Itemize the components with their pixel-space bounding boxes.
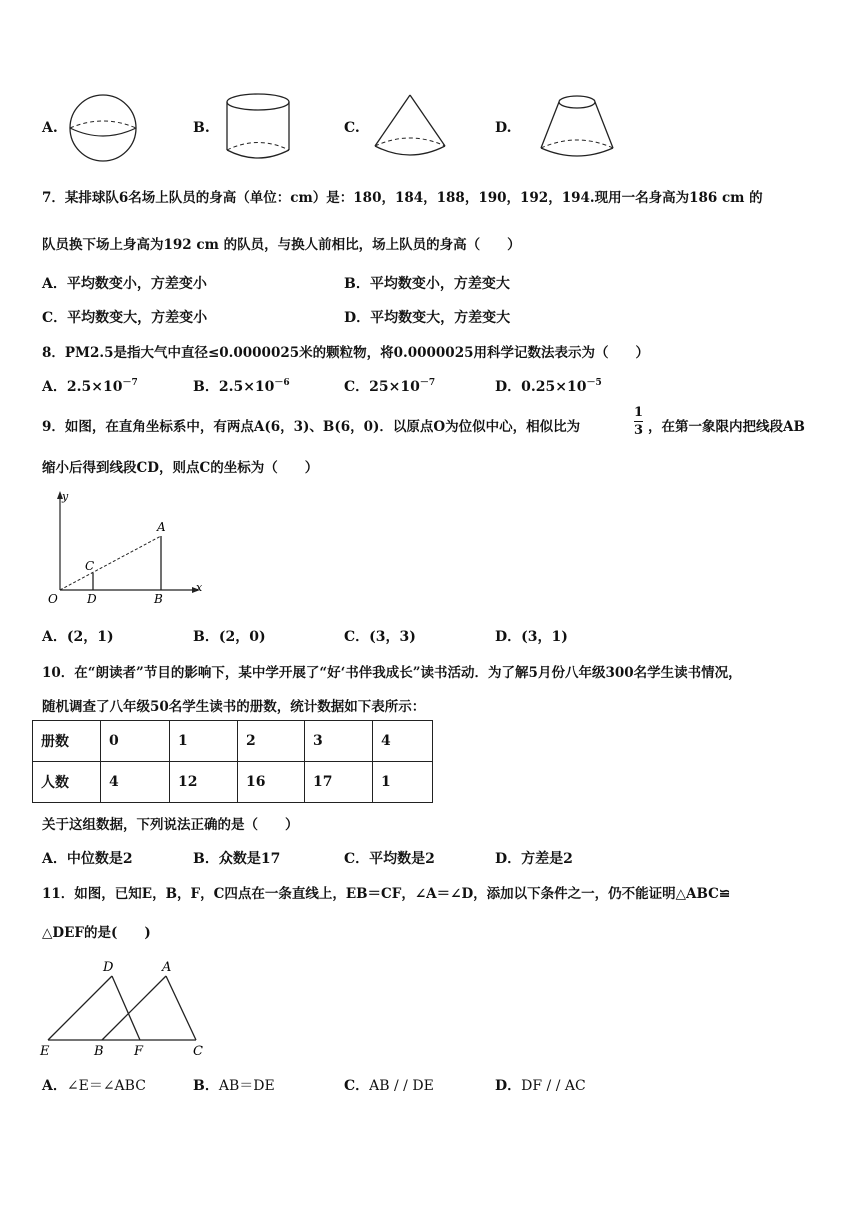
sphere-icon — [66, 94, 142, 164]
q11-option-b[interactable]: B．AB＝DE — [193, 1078, 275, 1094]
table-cell: 4 — [373, 721, 433, 762]
table-cell: 1 — [170, 721, 238, 762]
q9-option-c[interactable]: C．(3，3) — [344, 629, 416, 645]
point-c-label: C — [193, 1044, 203, 1059]
q8-option-b[interactable]: B．$2.5\times 10^{-6}$ — [193, 378, 290, 395]
q11-stem-line2: △DEF的是( ) — [42, 925, 151, 941]
q9-stem-line2: 缩小后得到线段CD，则点C的坐标为（ ） — [42, 460, 319, 476]
q8-stem: 8．PM2.5是指大气中直径≤0.0000025米的颗粒物，将0.0000025用科学记数法表示为（ ） — [42, 345, 649, 361]
q8-option-d[interactable]: D．$0.25\times 10^{-5}$ — [495, 378, 602, 395]
point-a-label: A — [162, 960, 172, 975]
q6-option-d-label[interactable]: D. — [495, 120, 512, 136]
point-d-label: D — [87, 592, 97, 606]
q10-follow-up: 关于这组数据，下列说法正确的是（ ） — [42, 817, 299, 833]
frustum-icon — [537, 92, 617, 164]
point-d-label: D — [103, 960, 114, 975]
q7-stem-line2: 队员换下场上身高为192 cm 的队员，与换人前相比，场上队员的身高（ ） — [42, 237, 521, 253]
q9-stem-line1a: 9．如图，在直角坐标系中，有两点A(6，3)、B(6，0)．以原点O为位似中心，相似比为 — [42, 419, 581, 435]
q6-option-a-label[interactable]: A. — [42, 120, 58, 136]
q10-option-b[interactable]: B．众数是17 — [193, 851, 281, 867]
table-cell: 册数 — [33, 721, 101, 762]
cylinder-icon — [222, 92, 294, 164]
q10-option-a[interactable]: A．中位数是2 — [42, 851, 133, 867]
q9-option-b[interactable]: B．(2，0) — [193, 629, 266, 645]
q10-option-c[interactable]: C．平均数是2 — [344, 851, 435, 867]
q6-option-c-label[interactable]: C. — [344, 120, 360, 136]
table-cell: 17 — [305, 762, 373, 803]
point-b-label: B — [94, 1044, 104, 1059]
q10-option-d[interactable]: D．方差是2 — [495, 851, 573, 867]
q9-option-d[interactable]: D．(3，1) — [495, 629, 568, 645]
y-label: y — [62, 490, 69, 503]
origin-label: O — [48, 592, 58, 606]
table-cell: 2 — [238, 721, 305, 762]
q11-stem-line1: 11．如图，已知E，B，F，C四点在一条直线上，EB＝CF，∠A＝∠D，添加以下条件之一，仍不能证明△ABC≌ — [42, 886, 731, 902]
table-row — [33, 762, 433, 803]
point-c-label: C — [85, 559, 95, 573]
table-row — [33, 721, 433, 762]
table-cell: 3 — [305, 721, 373, 762]
q9-fraction — [634, 405, 643, 438]
table-cell: 12 — [170, 762, 238, 803]
q9-fraction-denominator: 3 — [634, 423, 644, 438]
q9-coordinate-figure — [40, 486, 220, 610]
point-e-label: E — [40, 1044, 50, 1059]
point-a-label: A — [157, 520, 166, 534]
q7-option-a[interactable]: A．平均数变小，方差变小 — [42, 276, 207, 292]
q9-option-a[interactable]: A．(2，1) — [42, 629, 114, 645]
point-f-label: F — [134, 1044, 144, 1059]
q11-option-c[interactable]: C．AB / / DE — [344, 1078, 434, 1094]
q7-stem-line1: 7．某排球队6名场上队员的身高（单位：cm）是：180，184，188，190，192，194.现用一名身高为186 cm 的 — [42, 190, 763, 206]
table-cell: 1 — [373, 762, 433, 803]
cone-icon — [370, 92, 450, 164]
q10-stem-line2: 随机调查了八年级50名学生读书的册数，统计数据如下表所示： — [42, 699, 426, 715]
q11-option-d[interactable]: D．DF / / AC — [495, 1078, 586, 1094]
segment-ac — [166, 976, 196, 1040]
q10-data-table — [32, 720, 433, 803]
segment-df — [112, 976, 140, 1040]
table-cell: 4 — [101, 762, 170, 803]
table-cell: 人数 — [33, 762, 101, 803]
x-label: x — [196, 581, 203, 594]
q11-option-a[interactable]: A．∠E＝∠ABC — [42, 1078, 146, 1094]
segment-ab — [102, 976, 166, 1040]
point-b-label: B — [154, 592, 163, 606]
q9-stem-line1b: ，在第一象限内把线段AB — [648, 419, 805, 435]
q11-triangle-figure — [36, 956, 216, 1060]
q8-option-c[interactable]: C．$25\times 10^{-7}$ — [344, 378, 436, 395]
q7-option-d[interactable]: D．平均数变大，方差变大 — [344, 310, 511, 326]
q7-option-b[interactable]: B．平均数变小，方差变大 — [344, 276, 510, 292]
segment-de — [48, 976, 112, 1040]
q10-stem-line1: 10．在“朗读者”节目的影响下，某中学开展了“好‘书伴我成长”读书活动．为了解5月份八年级300名学生读书情况， — [42, 665, 742, 681]
q6-option-b-label[interactable]: B. — [193, 120, 210, 136]
table-cell: 16 — [238, 762, 305, 803]
ray-oa — [60, 536, 161, 590]
q7-option-c[interactable]: C．平均数变大，方差变小 — [42, 310, 208, 326]
q9-fraction-numerator: 1 — [634, 405, 644, 420]
table-cell: 0 — [101, 721, 170, 762]
q8-option-a[interactable]: A．$2.5\times 10^{-7}$ — [42, 378, 138, 395]
